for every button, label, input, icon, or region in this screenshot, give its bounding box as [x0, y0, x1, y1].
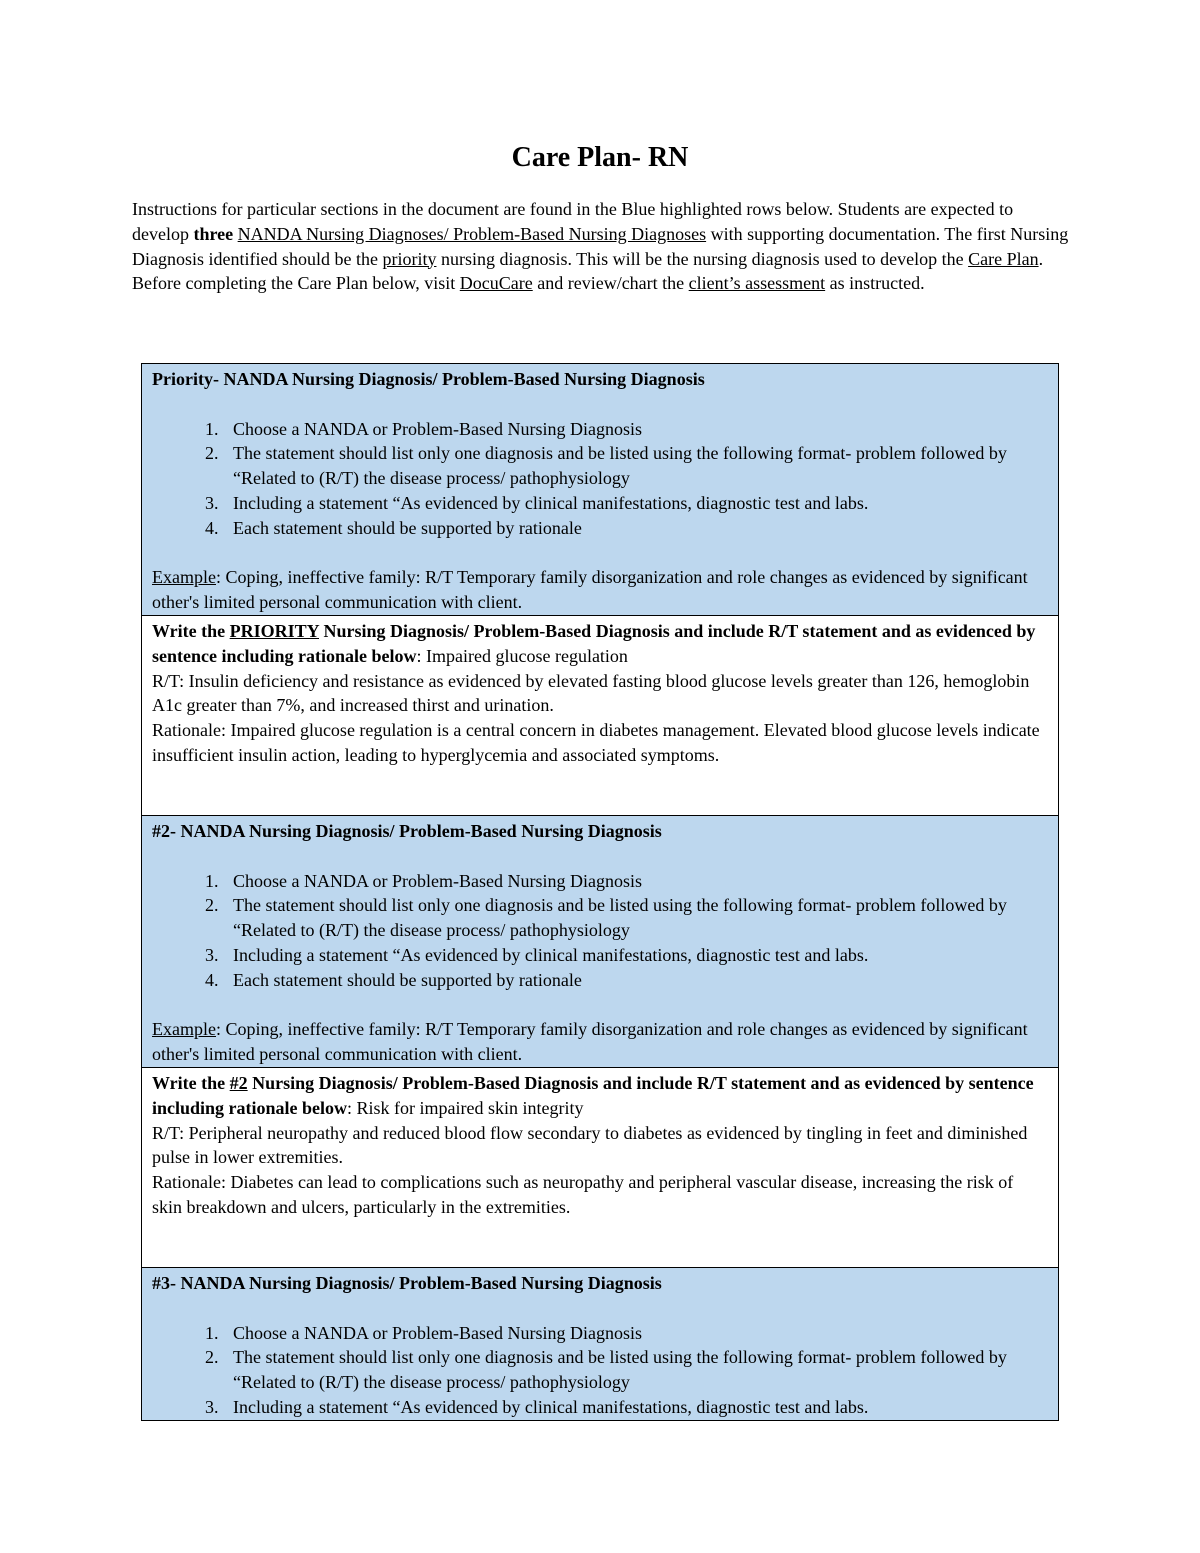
intro-paragraph	[132, 197, 1072, 296]
intro-emphasis: three	[193, 223, 234, 244]
prompt-suffix: Nursing Diagnosis/ Problem-Based Diagnosis and include R/T statement and as evidenced by sentence including rationale below	[152, 1072, 1034, 1118]
instruction-item: 3. Including a statement “As evidenced by clinical manifestations, diagnostic test and labs.	[223, 943, 1046, 968]
priority-answer-cell[interactable]	[142, 615, 1059, 815]
rationale-text: Rationale: Impaired glucose regulation is a central concern in diabetes management. Elevated blood glucose levels indicate insufficient insulin action, leading to hyperglycemia and associated symptoms.	[152, 720, 1040, 765]
example-text	[152, 565, 1046, 615]
care-plan-table	[141, 363, 1059, 1421]
instruction-item: 2. The statement should list only one diagnosis and be listed using the following format- problem followed by “Related to (R/T) the disease process/ pathophysiology	[223, 441, 1046, 491]
instruction-list	[152, 1321, 1046, 1420]
example-body: : Coping, ineffective family: R/T Temporary family disorganization and role changes as evidenced by significant other's limited personal communication with client.	[152, 1019, 1028, 1065]
priority-instruction-cell	[142, 364, 1059, 616]
prompt-keyword: #2	[229, 1072, 248, 1093]
section-heading: Priority- NANDA Nursing Diagnosis/ Problem-Based Nursing Diagnosis	[152, 369, 705, 389]
page-title: Care Plan- RN	[511, 142, 689, 173]
intro-text: nursing diagnosis. This will be the nursing diagnosis used to develop the	[436, 248, 969, 269]
priority-text: priority	[382, 248, 437, 269]
example-label: Example	[152, 567, 216, 588]
third-instruction-cell	[142, 1267, 1059, 1420]
prompt-suffix: Nursing Diagnosis/ Problem-Based Diagnosis and include R/T statement and as evidenced by sentence including rationale below	[152, 620, 1036, 666]
assessment-text: client’s assessment	[688, 273, 826, 294]
instruction-item: 3. Including a statement “As evidenced by clinical manifestations, diagnostic test and labs.	[223, 1395, 1046, 1420]
instruction-list	[152, 869, 1046, 993]
answer-prompt	[152, 619, 1046, 669]
section-heading: #2- NANDA Nursing Diagnosis/ Problem-Based Nursing Diagnosis	[152, 820, 662, 841]
care-plan-text: Care Plan	[968, 248, 1039, 269]
instruction-item: 1. Choose a NANDA or Problem-Based Nursing Diagnosis	[223, 1321, 1046, 1346]
rt-statement: R/T: Insulin deficiency and resistance as evidenced by elevated fasting blood glucose levels greater than 126, hemoglobin A1c greater than 7%, and increased thirst and urination.	[152, 670, 1030, 716]
intro-text: . Before completing the Care Plan below, visit	[132, 248, 1044, 294]
intro-text: and review/chart the	[532, 273, 689, 294]
instruction-item: 2. The statement should list only one diagnosis and be listed using the following format- problem followed by “Related to (R/T) the disease process/ pathophysiology	[223, 1345, 1046, 1395]
instruction-item: 4. Each statement should be supported by rationale	[223, 968, 1046, 993]
instruction-item: 3. Including a statement “As evidenced by clinical manifestations, diagnostic test and labs.	[223, 491, 1046, 516]
second-answer-cell[interactable]	[142, 1067, 1059, 1267]
rationale-text: Rationale: Diabetes can lead to complications such as neuropathy and peripheral vascular disease, increasing the risk of skin breakdown and ulcers, particularly in the extremities.	[152, 1172, 1014, 1217]
prompt-keyword: PRIORITY	[229, 620, 319, 641]
instruction-item: 1. Choose a NANDA or Problem-Based Nursing Diagnosis	[223, 417, 1046, 442]
example-body: : Coping, ineffective family: R/T Temporary family disorganization and role changes as evidenced by significant other's limited personal communication with client.	[152, 567, 1028, 613]
prompt-prefix: Write the	[152, 620, 230, 641]
nanda-link-text: NANDA Nursing Diagnoses/ Problem-Based Nursing Diagnoses	[237, 223, 707, 244]
example-text	[152, 1017, 1046, 1067]
diagnosis-text: : Impaired glucose regulation	[416, 645, 628, 666]
prompt-prefix: Write the	[152, 1072, 230, 1093]
answer-prompt	[152, 1071, 1046, 1121]
instruction-item: 1. Choose a NANDA or Problem-Based Nursing Diagnosis	[223, 869, 1046, 894]
example-label: Example	[152, 1019, 216, 1040]
intro-text: with supporting documentation. The first Nursing Diagnosis identified should be the	[132, 223, 1069, 269]
intro-text: as instructed.	[825, 273, 925, 294]
instruction-item: 4. Each statement should be supported by rationale	[223, 516, 1046, 541]
rt-statement: R/T: Peripheral neuropathy and reduced blood flow secondary to diabetes as evidenced by tingling in feet and diminished pulse in lower extremities.	[152, 1122, 1028, 1168]
docucare-text: DocuCare	[459, 273, 533, 294]
instruction-list	[152, 417, 1046, 541]
section-heading: #3- NANDA Nursing Diagnosis/ Problem-Based Nursing Diagnosis	[152, 1272, 662, 1293]
second-instruction-cell	[142, 815, 1059, 1067]
diagnosis-text: : Risk for impaired skin integrity	[347, 1097, 584, 1118]
intro-text: Instructions for particular sections in the document are found in the Blue highlighted rows below. Students are expected to develop	[132, 199, 1014, 244]
instruction-item: 2. The statement should list only one diagnosis and be listed using the following format- problem followed by “Related to (R/T) the disease process/ pathophysiology	[223, 893, 1046, 943]
